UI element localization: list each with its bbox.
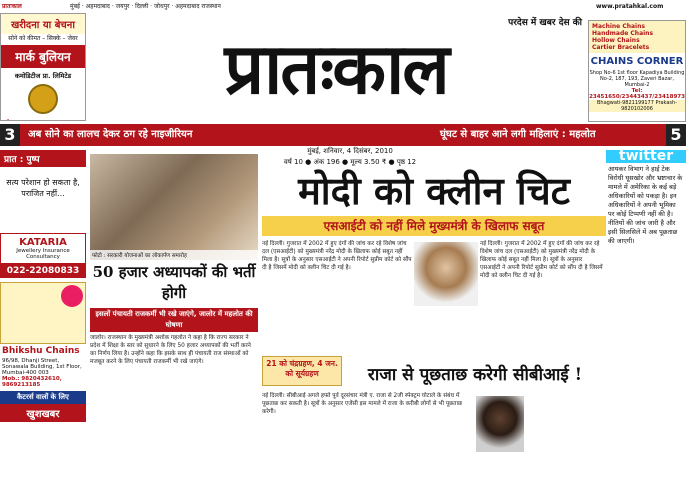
- kataria-title: KATARIA: [19, 237, 67, 248]
- kataria-sub: Jewellery Insurance Consultancy: [16, 248, 70, 260]
- top-bar-brand: प्रातःकाल: [2, 3, 22, 10]
- left-column: [0, 150, 86, 483]
- teachers-headline: 50 हजार अध्यापकों की भर्ती होगी: [92, 263, 256, 302]
- ad-right-address: Shop No-6 1st floor Kapadiya Building No-2, 187, 193, Zaveri Bazar, Mumbai-2: [589, 70, 685, 88]
- melting-badge-icon: [61, 285, 83, 307]
- masthead-logo: प्रातःकाल: [224, 27, 448, 110]
- coin-icon: [28, 84, 58, 114]
- masthead: [86, 13, 588, 121]
- ad-right-tel: Tel: 23451650/23443437/23418973: [589, 88, 685, 100]
- teachers-body: जालोर। राजस्थान के मुख्यमंत्री अशोक गहलोत ने कहा है कि राज्य सरकार ने प्रदेश में शिक्षा के स्तर को सुधारने के लिए 50 हजार अध्यापकों की भर्ती करने का निर्णय लिया है। उन्होंने कहा कि इसके साथ ही पंचायती राज संस्थाओं को मजबूत करने के लिए पंचायती राजकर्मी भी रखे जाएंगे।: [90, 335, 251, 365]
- ad-line-2: सोने को कीमत – सिक्के – जेवर: [8, 35, 78, 42]
- teaser-page-left: 3: [0, 124, 20, 146]
- bhikshu-brand: Bhikshu Chains: [2, 346, 80, 356]
- ad-chains-corner[interactable]: [588, 20, 686, 122]
- quote-text: सत्य परेशान हो सकता है, पराजित नहीं...: [0, 167, 86, 227]
- dateline: [250, 146, 450, 168]
- ad-line-1: खरीदना या बेचना: [1, 14, 85, 34]
- ad-item: Hollow Chains: [592, 37, 640, 44]
- ad-item: Handmade Chains: [592, 30, 654, 37]
- twitter-body: आयकर विभाग ने हाई टेक विरोधी घूसखोर और भ्रष्टाचार के मामले में अमेरिका के कई बड़े अधिकारियों को पकड़ा है। इन अधिकारियों ने अपनी भूमिका पर कोई टिप्पणी नहीं की है। नीतियों की जांच जारी है और इसी सिलसिले में अब पूछताछ की जाएगी।: [608, 165, 683, 245]
- teaser-left[interactable]: अब सोने का लालच देकर ठग रहे नाइजीरियन: [28, 129, 193, 140]
- ad-item: Machine Chains: [592, 23, 645, 30]
- right-column: [606, 150, 686, 483]
- ad-brand: मार्क बुलियन: [1, 45, 85, 68]
- ad-right-mobile: Bhagwati-9821199177 Prakash-9820102006: [589, 100, 685, 112]
- masthead-tagline: परदेस में खबर देस की: [508, 18, 582, 28]
- teaser-right[interactable]: घूंघट से बाहर आने लगी महिलाएं : महलोत: [440, 129, 596, 140]
- dateline-issue: वर्ष 10 ● अंक 196 ● मूल्य 3.50 ₹ ● पृष्ठ 12: [283, 158, 417, 166]
- raja-photo: [476, 396, 524, 452]
- raja-body: नई दिल्ली। सीबीआई अगले हफ्ते पूर्व दूरसंचार मंत्री ए. राजा से 2जी स्पेक्ट्रम घोटाले के संबंध में पूछताछ कर सकती है। सूत्रों के अनुसार एजेंसी इस मामले में राजा के करीबी लोगों से भी पूछताछ करेगी।: [262, 393, 463, 415]
- bhikshu-address: 96/98, Dhanji Street, Sonawala Building, 1st Floor, Mumbai-400 003: [2, 358, 82, 376]
- twitter-logo: twitter: [606, 150, 686, 163]
- top-bar-cities: मुंबई · अहमदाबाद · जयपुर · दिल्ली · जोधपुर · अहमदाबाद राजस्थान: [70, 3, 221, 10]
- lead-headline: मोदी को क्लीन चिट: [298, 168, 570, 213]
- kataria-phone: 022-22080833: [0, 264, 86, 278]
- bhikshu-tel: Mob.: 9820432610, 9869213185: [2, 376, 62, 388]
- eclipse-box: 21 को चंद्रग्रहण, 4 जन. को सूर्यग्रहण: [262, 356, 342, 386]
- ad-item: Cartier Bracelets: [592, 44, 650, 51]
- ad-right-brand: CHAINS CORNER: [590, 56, 684, 67]
- ad-mark-bullion[interactable]: [0, 13, 86, 121]
- quote-box-title: प्रात : पुष्प: [0, 150, 86, 167]
- raja-headline: राजा से पूछताछ करेगी सीबीआई !: [367, 365, 583, 385]
- caterers-title: कैटरर्स वालों के लिए: [0, 391, 86, 404]
- website-link[interactable]: www.pratahkal.com: [596, 3, 664, 10]
- modi-body: नई दिल्ली। गुजरात में 2002 में हुए दंगों की जांच कर रहे विशेष जांच दल (एसआईटी) को मुख्यमंत्री नरेंद्र मोदी के खिलाफ कोई सबूत नहीं मिला है। सूत्रों के अनुसार एसआईटी ने अपनी रिपोर्ट सुप्रीम कोर्ट को सौंप दी है जिसमें मोदी को क्लीन चिट दी गई है।: [262, 241, 412, 271]
- dateline-date: मुंबई, शनिवार, 4 दिसंबर, 2010: [307, 147, 393, 155]
- story-photo: [90, 154, 258, 260]
- modi-photo: [414, 242, 478, 306]
- teachers-kicker: इसलों पंचायती राजकर्मी भी रखे जाएंगे, जालोर में महलोत की घोषणा: [90, 308, 258, 332]
- ad-phone-1: [1, 118, 85, 121]
- lead-subhead: एसआईटी को नहीं मिले मुख्यमंत्री के खिलाफ सबूत: [262, 216, 606, 236]
- top-bar: [0, 0, 686, 13]
- photo-caption: फोटो : सरकारी योजनाओं का लोकार्पण समारोह: [90, 250, 258, 260]
- modi-body-2: नई दिल्ली। गुजरात में 2002 में हुए दंगों की जांच कर रहे विशेष जांच दल (एसआईटी) को मुख्यमंत्री नरेंद्र मोदी के खिलाफ कोई सबूत नहीं मिला है। सूत्रों के अनुसार एसआईटी ने अपनी रिपोर्ट सुप्रीम कोर्ट को सौंप दी है जिसमें मोदी को क्लीन चिट दी गई है।: [480, 241, 603, 279]
- ad-sub: कमोडिटीज प्रा. लिमिटेड: [14, 72, 72, 80]
- teaser-page-right: 5: [666, 124, 686, 146]
- khushkhabar: खुशखबर: [0, 404, 86, 422]
- teaser-band: [0, 124, 686, 146]
